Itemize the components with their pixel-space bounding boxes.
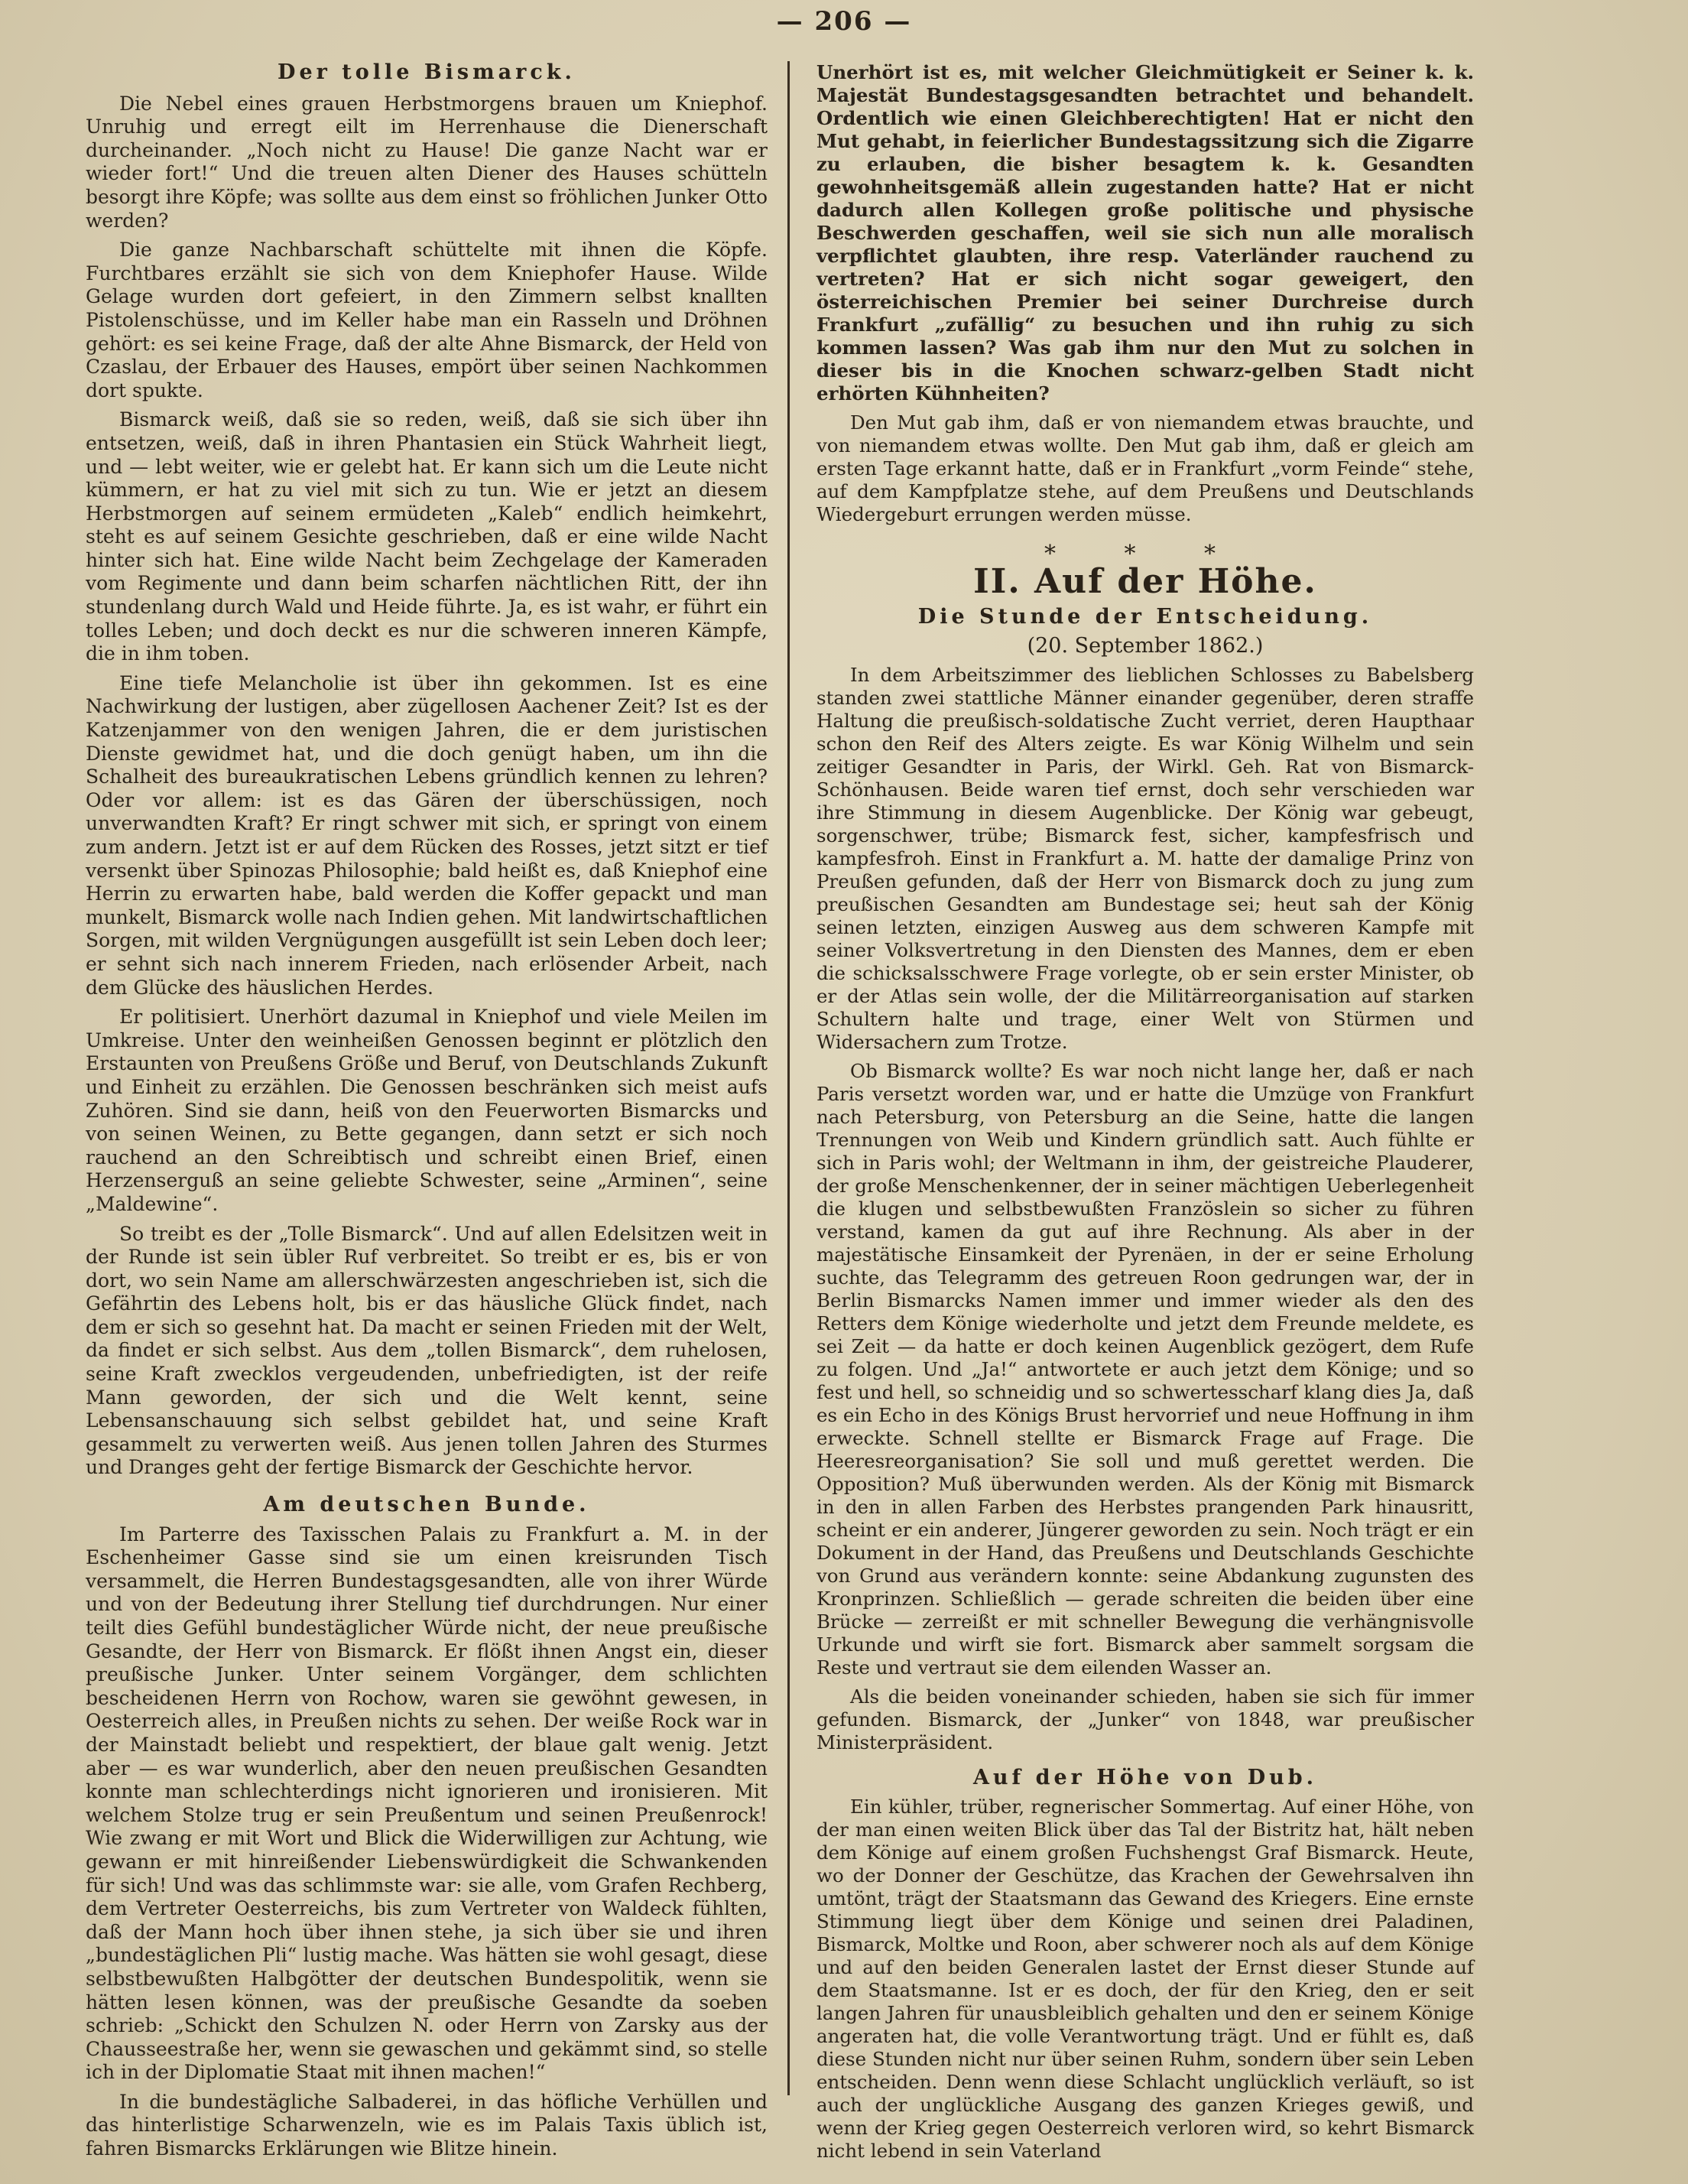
paragraph: Als die beiden voneinander schieden, haben sie sich für immer gefunden. Bismarck, der „Junker“ von 1848, war preußischer Ministerpräsident. (816, 1685, 1474, 1753)
left-column (86, 61, 768, 2161)
column-divider (787, 61, 790, 2095)
section-separator: * * * (1044, 541, 1247, 567)
paragraph: Die ganze Nachbarschaft schüttelte mit ihnen die Köpfe. Furchtbares erzählt sie sich von dem Kniephofer Hause. Wilde Gelage wurden dort gefeiert, in den Zimmern selbst knallten Pistolenschüsse, und im Keller habe man ein Rasseln und Dröhnen gehört: es sei keine Frage, daß der alte Ahne Bismarck, der Held von Czaslau, der Erbauer des Hauses, empört über seinen Nachkommen dort spukte. (86, 239, 768, 401)
paragraph: Die Nebel eines grauen Herbstmorgens brauen um Kniephof. Unruhig und erregt eilt im Herrenhause die Dienerschaft durcheinander. „Noch nicht zu Hause! Die ganze Nacht war er wieder fort!“ Und die treuen alten Diener des Hauses schütteln besorgt ihre Köpfe; was sollte aus dem einst so fröhlichen Junker Otto werden? (86, 92, 768, 232)
paragraph: Er politisiert. Unerhört dazumal in Kniephof und viele Meilen im Umkreise. Unter den weinheißen Genossen beginnt er plötzlich den Erstaunten von Preußens Größe und Beruf, von Deutschlands Zukunft und Einheit zu erzählen. Die Genossen beschränken sich meist aufs Zuhören. Sind sie dann, heiß von den Feuerworten Bismarcks und von seinen Weinen, zu Bette gegangen, dann setzt er sich noch rauchend an den Schreibtisch und schreibt einen Brief, einen Herzenserguß an seine geliebte Schwester, seine „Arminen“, seine „Maldewine“. (86, 1006, 768, 1215)
paragraph: So treibt es der „Tolle Bismarck“. Und auf allen Edelsitzen weit in der Runde ist sein übler Ruf verbreitet. So treibt er es, bis er von dort, wo sein Name am allerschwärzesten angeschrieben ist, sich die Gefährtin des Lebens holt, bis er das häusliche Glück findet, nach dem er sich so gesehnt hat. Da macht er seinen Frieden mit der Welt, da findet er sich selbst. Aus dem „tollen Bismarck“, dem ruhelosen, seine Kraft zwecklos vergeudenden, unbefriedigten, ist der reife Mann geworden, der sich und die Welt kennt, seine Lebensanschauung sich selbst gebildet hat, und seine Kraft gesammelt zu verwerten weiß. Aus jenen tollen Jahren des Sturmes und Dranges geht der fertige Bismarck der Geschichte hervor. (86, 1222, 768, 1479)
paragraph: Den Mut gab ihm, daß er von niemandem etwas brauchte, und von niemandem etwas wollte. Den Mut gab ihm, daß er gleich am ersten Tage erkannt hatte, daß er in Frankfurt „vorm Feinde“ stehe, auf dem Kampfplatze stehe, auf dem Preußens und Deutschlands Wiedergeburt errungen werden müsse. (816, 411, 1474, 525)
paragraph: Ob Bismarck wollte? Es war noch nicht lange her, daß er nach Paris versetzt worden war, und er hatte die Umzüge von Frankfurt nach Petersburg, von Petersburg an die Seine, hatte die langen Trennungen von Weib und Kindern gründlich satt. Auch fühlte er sich in Paris wohl; der Weltmann in ihm, der geistreiche Plauderer, der große Menschenkenner, der in seiner mächtigen Ueberlegenheit die klugen und selbstbewußten Französlein so sicher zu führen verstand, kamen da gut auf ihre Rechnung. Als aber in der majestätische Einsamkeit der Pyrenäen, in der er seine Erholung suchte, das Telegramm des getreuen Roon gedrungen war, der in Berlin Bismarcks Namen immer und immer wieder als den des Retters dem Könige wiederholte und jetzt dem Freunde meldete, es sei Zeit — da hatte er doch keinen Augenblick gezögert, dem Rufe zu folgen. Und „Ja!“ antwortete er auch jetzt dem Könige; und so fest und hell, so schneidig und so schwertesscharf klang dies Ja, daß es ein Echo in des Königs Brust hervorrief und neue Hoffnung in ihm erweckte. Schnell stellte er Bismarck Frage auf Frage. Die Heeresreorganisation? Sie soll und muß gerettet werden. Die Opposition? Muß überwunden werden. Als der König mit Bismarck in den in allen Farben des Herbstes prangenden Park hinausritt, scheint er ein anderer, Jüngerer geworden zu sein. Noch trägt er ein Dokument in der Hand, das Preußens und Deutschlands Geschichte von Grund aus verändern konnte: seine Abdankung zugunsten des Kronprinzen. Schließlich — gerade schreiten die beiden über eine Brücke — zerreißt er mit schneller Bewegung die verhängnisvolle Urkunde und wirft sie fort. Bismarck aber sammelt sorgsam die Reste und vertraut sie dem eilenden Wasser an. (816, 1060, 1474, 1679)
paragraph: In dem Arbeitszimmer des lieblichen Schlosses zu Babelsberg standen zwei stattliche Männer einander gegenüber, deren straffe Haltung die preußisch-soldatische Zucht verriet, deren Haupthaar schon den Reif des Alters zeigte. Es war König Wilhelm und sein zeitiger Gesandter in Paris, der Wirkl. Geh. Rat von Bismarck-Schönhausen. Beide waren tief ernst, doch sehr verschieden war ihre Stimmung in diesem Augenblicke. Der König war gebeugt, sorgenschwer, trübe; Bismarck fest, sicher, kampfesfrisch und kampfesfroh. Einst in Frankfurt a. M. hatte der damalige Prinz von Preußen gefunden, daß der Herr von Bismarck doch zu jung zum preußischen Gesandten am Bundestage sei; heut sah der König seinen letzten, einzigen Ausweg aus dem schweren Kampfe mit seiner Volksvertretung in den Diensten des Mannes, dem er eben die schicksalsschwere Frage vorlegte, ob er sein erster Minister, ob er der Atlas sein wolle, der die Militärreorganisation auf starken Schultern halte und trage, einer Welt von Stürmen und Widersachern zum Trotze. (816, 664, 1474, 1053)
section-date: (20. September 1862.) (1027, 634, 1264, 658)
paragraph: Im Parterre des Taxisschen Palais zu Frankfurt a. M. in der Eschenheimer Gasse sind sie um einen kreisrunden Tisch versammelt, die Herren Bundestagsgesandten, alle von ihrer Würde und von der Bedeutung ihrer Stellung tief durchdrungen. Nur einer teilt dies Gefühl bundestäglicher Würde nicht, der neue preußische Gesandte, der Herr von Bismarck. Er flößt ihnen Angst ein, dieser preußische Junker. Unter seinem Vorgänger, dem schlichten bescheidenen Herrn von Rochow, waren sie gewöhnt gewesen, in Oesterreich alles, in Preußen nichts zu sehen. Der weiße Rock war in der Mainstadt beliebt und respektiert, der blaue galt wenig. Jetzt aber — es war wunderlich, aber den neuen preußischen Gesandten konnte man schlechterdings nicht ignorieren und ironisieren. Mit welchem Stolze trug er sein Preußentum und seinen Preußenrock! Wie zwang er mit Wort und Blick die Widerwilligen zur Achtung, wie gewann er mit hinreißender Liebenswürdigkeit die Schwankenden für sich! Und was das schlimmste war: sie alle, vom Grafen Rechberg, dem Vertreter Oesterreichs, bis zum Vertreter von Waldeck fühlten, daß der Mann hoch über ihnen stehe, ja sich über sie und ihren „bundestäglichen Pli“ lustig mache. Was hätten sie wohl gesagt, diese selbstbewußten Halbgötter der deutschen Bundespolitik, wenn sie hätten lesen können, was der preußische Gesandte da soeben schrieb: „Schickt den Schulzen N. oder Herrn von Zarsky aus der Chausseestraße her, wenn sie gewaschen und gekämmt sind, so stelle ich in der Diplomatie Staat mit ihnen machen!“ (86, 1523, 768, 2084)
section-title-stunde-der-entscheidung: Die Stunde der Entscheidung. (917, 605, 1373, 629)
paragraph: Ein kühler, trüber, regnerischer Sommertag. Auf einer Höhe, von der man einen weiten Blick über das Tal der Bistritz hat, hält neben dem Könige auf einem großen Fuchshengst Graf Bismarck. Heute, wo der Donner der Geschütze, das Krachen der Gewehrsalven ihn umtönt, trägt der Staatsmann das Gewand des Kriegers. Eine ernste Stimmung liegt über dem Könige und seinen drei Paladinen, Bismarck, Moltke und Roon, aber schwerer noch als auf dem Könige und auf den beiden Generalen lastet der Ernst dieser Stunde auf dem Staatsmanne. Ist er es doch, der für den Krieg, den er seit langen Jahren für unausbleiblich gehalten und den er seinem Könige angeraten hat, die volle Verantwortung trägt. Und er fühlt es, daß diese Stunden nicht nur über seinen Ruhm, sondern über sein Leben entscheiden. Denn wenn diese Schlacht unglücklich verläuft, so ist auch der unglückliche Ausgang des ganzen Krieges gewiß, und wenn der Krieg gegen Oesterreich verloren wird, so kehrt Bismarck nicht lebend in sein Vaterland (816, 1796, 1474, 2162)
section-title-hoehe-von-dub: Auf der Höhe von Dub. (972, 1766, 1318, 1789)
part-title: II. Auf der Höhe. (973, 562, 1317, 601)
paragraph: Bismarck weiß, daß sie so reden, weiß, daß sie sich über ihn entsetzen, weiß, daß in ihren Phantasien ein Stück Wahrheit liegt, und — lebt weiter, wie er gelebt hat. Er kann sich um die Leute nicht kümmern, er hat zu viel mit sich zu tun. Wie er jetzt an diesem Herbstmorgen auf seinem ermüdeten „Kaleb“ endlich heimkehrt, steht es auf seinem Gesichte geschrieben, daß er eine wilde Nacht hinter sich hat. Eine wilde Nacht beim Zechgelage der Kameraden vom Regimente und dann beim scharfen nächtlichen Ritt, der ihn stundenlang durch Wald und Heide führte. Ja, es ist wahr, er führt ein tolles Leben; und doch deckt es nur die schweren inneren Kämpfe, die in ihm toben. (86, 408, 768, 665)
paragraph: In die bundestägliche Salbaderei, in das höfliche Verhüllen und das hinterlistige Scharwenzeln, wie es im Palais Taxis üblich ist, fahren Bismarcks Erklärungen wie Blitze hinein. (86, 2090, 768, 2160)
right-column (816, 61, 1474, 2163)
paragraph: Eine tiefe Melancholie ist über ihn gekommen. Ist es eine Nachwirkung der lustigen, aber zügellosen Aachener Zeit? Ist es der Katzenjammer von den wenigen Jahren, die er dem juristischen Dienste gewidmet hat, und die doch genügt haben, um ihn die Schalheit des bureaukratischen Lebens gründlich kennen zu lehren? Oder vor allem: ist es das Gären der überschüssigen, noch unverwandten Kraft? Er ringt schwer mit sich, er springt von einem zum andern. Jetzt ist er auf dem Rücken des Rosses, jetzt sitzt er tief versenkt über Spinozas Philosophie; bald heißt es, daß Kniephof eine Herrin zu erwarten habe, bald werden die Koffer gepackt und man munkelt, Bismarck wolle nach Indien gehen. Mit landwirtschaftlichen Sorgen, mit wilden Vergnügungen ausgefüllt ist sein Leben doch leer; er sehnt sich nach innerem Frieden, nach erlösender Arbeit, nach dem Glücke des häuslichen Herdes. (86, 671, 768, 999)
section-title-der-tolle-bismarck: Der tolle Bismarck. (278, 60, 576, 84)
paragraph-continued: Unerhört ist es, mit welcher Gleichmütigkeit er Seiner k. k. Majestät Bundestagsgesandten betrachtet und behandelt. Ordentlich wie einen Gleichberechtigten! Hat er nicht den Mut gehabt, in feierlicher Bundestagssitzung sich die Zigarre zu erlauben, die bisher besagtem k. k. Gesandten gewohnheitsgemäß allein zugestanden hatte? Hat er nicht dadurch allen Kollegen große politische und physische Beschwerden geschaffen, weil sie sich nun alle moralisch verpflichtet glaubten, ihre resp. Vaterländer rauchend zu vertreten? Hat er sich nicht sogar geweigert, den österreichischen Premier bei seiner Durchreise durch Frankfurt „zufällig“ zu besuchen und ihn ruhig zu sich kommen lassen? Was gab ihm nur den Mut zu solchen in dieser bis in die Knochen schwarz-gelben Stadt nicht erhörten Kühnheiten? (816, 61, 1474, 405)
section-title-am-deutschen-bunde: Am deutschen Bunde. (263, 1493, 590, 1517)
page-number: — 206 — (776, 6, 912, 37)
